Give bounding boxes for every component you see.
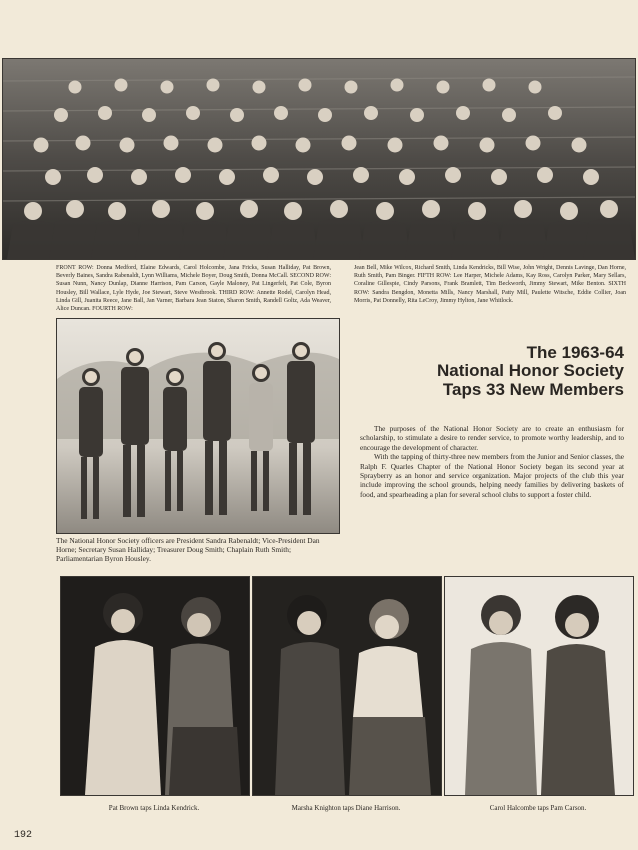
headline-line-1: The 1963-64 bbox=[526, 343, 624, 362]
officers-photo bbox=[56, 318, 340, 534]
tapping-caption-1: Pat Brown taps Linda Kendrick. bbox=[108, 804, 200, 812]
group-caption-left: FRONT ROW: Donna Medford, Elaine Edwards, Carol Holcombe, Jana Fricks, Susan Halliday, Pat Brown, Beverly Baines, Sandra Rabenaldt, Lynn Williams, Michele Boyer, Doug Smith, Donna McCall. SECOND ROW: Susan Nunn, Nancy Dunlap, Dianne Harrison, Pam Carson, Gayle Maloney, Pat Lingerfelt, Pat Cole, Byron Housley, Bill Wallace, Lyle Hyde, Joe Stewart, Steve Westbrook. THIRD ROW: Annette Rodel, Carolyn Head, Linda Gill, Juanita Reece, Jane Ball, Jan Varner, Barbara Jean Staton, Sharon Smith, Randell Goltz, Ada Weaver, Alice Duncan. FOURTH ROW: bbox=[56, 265, 331, 313]
tapping-photo-3-image bbox=[445, 577, 633, 795]
tapping-photo-1 bbox=[60, 576, 250, 796]
page-number: 192 bbox=[14, 830, 33, 841]
headline-line-2: National Honor Society bbox=[436, 361, 624, 381]
article-body bbox=[360, 424, 624, 499]
group-photo bbox=[2, 58, 636, 260]
officers-photo-image bbox=[57, 319, 339, 533]
headline bbox=[437, 344, 624, 399]
tapping-photo-1-image bbox=[61, 577, 249, 795]
tapping-caption-2: Marsha Knighton taps Diane Harrison. bbox=[291, 804, 401, 812]
group-photo-image bbox=[3, 59, 635, 259]
tapping-caption-3: Carol Halcombe taps Pam Carson. bbox=[489, 804, 587, 812]
tapping-photo-2-image bbox=[253, 577, 441, 795]
article-paragraph-1: The purposes of the National Honor Society are to create an enthusiasm for scholarship, to stimulate a desire to render service, to promote worthy leadership, and to encourage the development of character. bbox=[360, 424, 624, 452]
group-caption-right: Jean Bell, Mike Wilcox, Richard Smith, Linda Kendricks, Bill Wise, John Wright, Dennis Lavinge, Dan Horne, Ruth Smith, Pam Binger. FIFTH ROW: Lee Harper, Michele Adams, Kay Ross, Carolyn Parker, Mary Sellars, Coraline Gillespie, Cindy Parsons, Frank Bramlett, Tim Beckworth, Jimmy Stewart, Mike Benton. SIXTH ROW: Sandra Bengdon, Monetta Mills, Nancy Marshall, Patty Mill, Paulette Witsche, Eddie Collier, Joan Morris, Pat Donnelly, Rita LeCroy, Jimmy Hylton, Jane Whitlock. bbox=[354, 265, 626, 304]
article-paragraph-2: With the tapping of thirty-three new members from the Junior and Senior classes, the Ralph F. Quarles Chapter of the National Honor Society began its second year at Sprayberry as an honor and service organization. Major projects of the club this year include improving the school grounds, helping needy families by delivering baskets of food, and spearheading a plan for several school clubs to support a foster child. bbox=[360, 452, 624, 499]
headline-line-3: Taps 33 New Members bbox=[442, 379, 624, 399]
tapping-photo-3 bbox=[444, 576, 634, 796]
officers-caption: The National Honor Society officers are President Sandra Rabenaldt; Vice-President Dan Horne; Secretary Susan Halliday; Treasurer Doug Smith; Chaplain Ruth Smith; Parliamentarian Byron Housley. bbox=[56, 536, 320, 563]
tapping-photo-2 bbox=[252, 576, 442, 796]
